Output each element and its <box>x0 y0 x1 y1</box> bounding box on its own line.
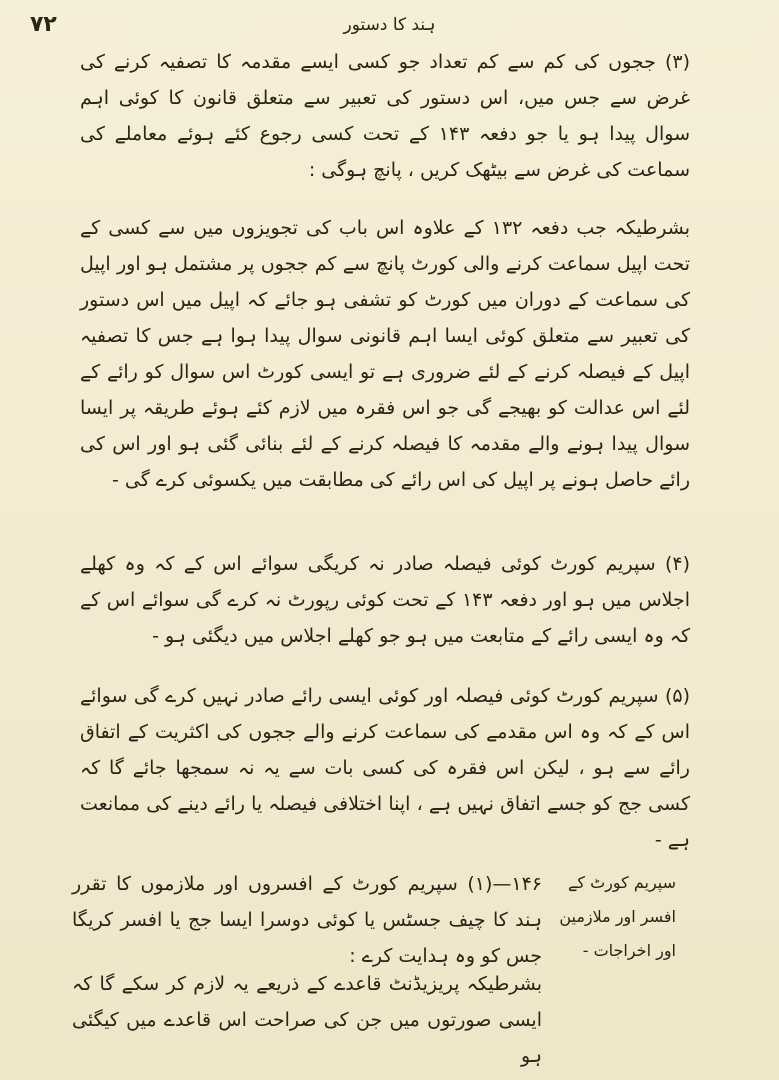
margin-note: سپریم کورٹ کے افسر اور ملازمین اور اخراجات - <box>559 873 676 960</box>
proviso-1 <box>80 210 690 498</box>
clause-5-text: (۵) سپریم کورٹ کوئی فیصلہ اور کوئی ایسی رائے صادر نہیں کرے گی سوائے اس کے کہ وہ اس مقدمے کی سماعت کرنے والے ججوں کی اکثریت کے اتفاق رائے سے ہو ، لیکن اس فقرہ کی کسی بات سے یہ نہ سمجھا جائے گا کہ کسی جج کو جسے اتفاق نہیں ہے ، اپنا اختلافی فیصلہ یا رائے دینے کی ممانعت ہے - <box>80 685 690 851</box>
clause-3 <box>80 44 690 188</box>
article-146 <box>72 866 542 974</box>
proviso-2 <box>72 966 542 1074</box>
running-title: ہند کا دستور <box>343 15 436 35</box>
article-146-text: ۱۴۶—(۱) سپریم کورٹ کے افسروں اور ملازموں کا تقرر ہند کا چیف جسٹس یا کوئی دوسرا ایسا جج یا افسر کریگا جس کو وہ ہدایت کرے : <box>72 873 542 967</box>
clause-4 <box>80 546 690 654</box>
proviso-1-text: بشرطیکہ جب دفعہ ۱۳۲ کے علاوہ اس باب کی تجویزوں میں سے کسی کے تحت اپیل سماعت کرنے والی کورٹ پانچ سے کم ججوں پر مشتمل ہو اور اپیل کی سماعت کے دوران میں کورٹ کو تشفی ہو جائے کہ اپیل میں اس دستور کی تعبیر سے متعلق کوئی ایسا اہم قانونی سوال پیدا ہوا ہے جس کا تصفیہ اپیل کے فیصلہ کرنے کے لئے ضروری ہے تو ایسی کورٹ اس سوال کو رائے کے لئے اس عدالت کو بھیجے گی جو اس فقرہ میں لازم کئے ہوئے طریقہ پر ایسا سوال پیدا ہونے والے مقدمہ کا فیصلہ کرنے کے لئے بنائی گئی ہو اور اس کی رائے حاصل ہونے پر اپیل کی اس رائے کی مطابقت میں یکسوئی کرے گی - <box>80 217 690 491</box>
clause-3-text: (۳) ججوں کی کم سے کم تعداد جو کسی ایسے مقدمہ کا تصفیہ کرنے کی غرض سے جس میں، اس دستور کی تعبیر سے متعلق قانون کا کوئی اہم سوال پیدا ہو یا جو دفعہ ۱۴۳ کے تحت کسی رجوع کئے ہوئے معاملے کی سماعت کی غرض سے بیٹھک کریں ، پانچ ہوگی : <box>80 51 690 181</box>
clause-5 <box>80 678 690 858</box>
clause-4-text: (۴) سپریم کورٹ کوئی فیصلہ صادر نہ کریگی سوائے اس کے کہ وہ کھلے اجلاس میں ہو اور دفعہ ۱۴۳ کے تحت کوئی رپورٹ نہ کرے گی سوائے اس کے کہ وہ ایسی رائے کے متابعت میں ہو جو کھلے اجلاس میں دیگئی ہو - <box>80 553 690 647</box>
proviso-2-text: بشرطیکہ پریزیڈنٹ قاعدے کے ذریعے یہ لازم کر سکے گا کہ ایسی صورتوں میں جن کی صراحت اس قاعدے میں کیگئی ہو <box>72 973 542 1067</box>
page-number: ۷۲ <box>30 12 57 37</box>
